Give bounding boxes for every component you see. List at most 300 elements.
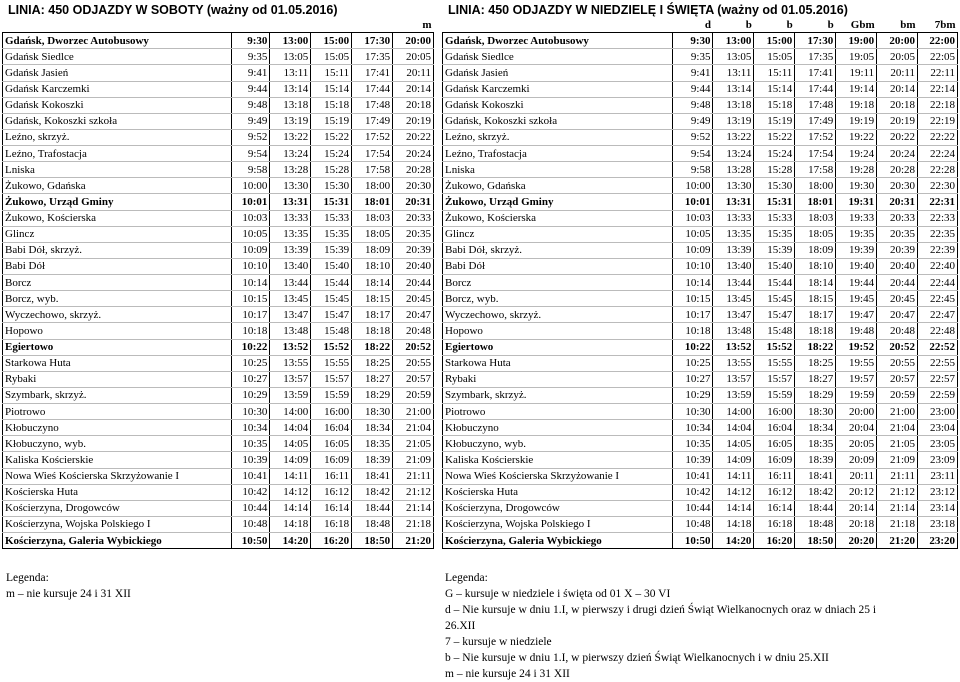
departure-time: 15:00 [311, 33, 352, 49]
column-mark: b [795, 17, 836, 33]
departure-time: 13:39 [270, 242, 311, 258]
departure-time: 9:58 [672, 162, 713, 178]
departure-time: 18:41 [352, 468, 393, 484]
departure-time: 13:19 [270, 113, 311, 129]
stop-name: Szymbark, skrzyż. [3, 387, 232, 403]
departure-time: 16:18 [754, 516, 795, 532]
table-row [3, 65, 434, 81]
table-row [443, 97, 958, 113]
departure-time: 22:59 [918, 387, 958, 403]
departure-time: 13:48 [270, 323, 311, 339]
departure-time: 14:18 [713, 516, 754, 532]
departure-time: 10:44 [672, 500, 713, 516]
departure-time: 13:59 [713, 387, 754, 403]
stop-name: Babi Dół [443, 258, 673, 274]
column-mark [232, 17, 270, 33]
departure-time: 10:35 [672, 436, 713, 452]
departure-time: 15:35 [311, 226, 352, 242]
table-row [3, 323, 434, 339]
departure-time: 13:18 [270, 97, 311, 113]
departure-time: 20:22 [877, 129, 918, 145]
departure-time: 15:19 [311, 113, 352, 129]
departure-time: 22:35 [918, 226, 958, 242]
departure-time: 15:30 [311, 178, 352, 194]
departure-time: 21:09 [877, 452, 918, 468]
departure-time: 20:05 [836, 436, 877, 452]
departure-time: 15:22 [754, 129, 795, 145]
departure-time: 18:25 [352, 355, 393, 371]
departure-time: 20:35 [877, 226, 918, 242]
stop-name: Borcz, wyb. [3, 291, 232, 307]
stop-name: Gdańsk Kokoszki [443, 97, 673, 113]
table-row [443, 81, 958, 97]
departure-time: 21:14 [393, 500, 434, 516]
departure-time: 13:40 [270, 258, 311, 274]
departure-time: 17:35 [795, 49, 836, 65]
column-mark: Gbm [836, 17, 877, 33]
departure-time: 10:01 [232, 194, 270, 210]
departure-time: 10:25 [672, 355, 713, 371]
stop-name: Kościerzyna, Drogowców [3, 500, 232, 516]
departure-time: 20:11 [836, 468, 877, 484]
departure-time: 18:18 [352, 323, 393, 339]
departure-time: 18:41 [795, 468, 836, 484]
departure-time: 13:33 [270, 210, 311, 226]
departure-time: 14:12 [713, 484, 754, 500]
table-row [443, 387, 958, 403]
table-row [443, 420, 958, 436]
departure-time: 18:35 [352, 436, 393, 452]
stop-name: Babi Dół [3, 258, 232, 274]
stop-name: Wyczechowo, skrzyż. [443, 307, 673, 323]
table-row [443, 162, 958, 178]
departure-time: 22:39 [918, 242, 958, 258]
departure-time: 10:39 [672, 452, 713, 468]
departure-time: 18:35 [795, 436, 836, 452]
table-row [443, 49, 958, 65]
departure-time: 22:14 [918, 81, 958, 97]
departure-time: 15:14 [311, 81, 352, 97]
stop-name: Rybaki [3, 371, 232, 387]
stop-name: Babi Dół, skrzyż. [443, 242, 673, 258]
departure-time: 13:31 [713, 194, 754, 210]
departure-time: 14:05 [270, 436, 311, 452]
departure-time: 22:24 [918, 146, 958, 162]
departure-time: 14:00 [270, 404, 311, 420]
departure-time: 20:47 [877, 307, 918, 323]
departure-time: 18:27 [795, 371, 836, 387]
departure-time: 15:48 [311, 323, 352, 339]
departure-time: 19:57 [836, 371, 877, 387]
departure-time: 20:18 [393, 97, 434, 113]
departure-time: 15:11 [311, 65, 352, 81]
sunday-timetable [442, 0, 958, 549]
departure-time: 18:03 [795, 210, 836, 226]
departure-time: 14:00 [713, 404, 754, 420]
departure-time: 13:05 [713, 49, 754, 65]
stop-name: Kościerzyna, Wojska Polskiego I [443, 516, 673, 532]
departure-time: 10:50 [672, 533, 713, 549]
departure-time: 10:35 [232, 436, 270, 452]
departure-time: 17:54 [795, 146, 836, 162]
departure-time: 10:05 [232, 226, 270, 242]
departure-time: 9:49 [672, 113, 713, 129]
departure-time: 22:31 [918, 194, 958, 210]
stop-name: Kościerska Huta [443, 484, 673, 500]
departure-time: 17:41 [795, 65, 836, 81]
departure-time: 16:09 [754, 452, 795, 468]
departure-time: 13:05 [270, 49, 311, 65]
departure-time: 18:18 [795, 323, 836, 339]
departure-time: 18:39 [352, 452, 393, 468]
stop-name: Kłobuczyno [443, 420, 673, 436]
header-spacer [443, 17, 673, 33]
departure-time: 14:18 [270, 516, 311, 532]
column-mark: b [754, 17, 795, 33]
departure-time: 13:57 [713, 371, 754, 387]
departure-time: 10:18 [232, 323, 270, 339]
departure-time: 15:48 [754, 323, 795, 339]
stop-name: Nowa Wieś Kościerska Skrzyżowanie I [443, 468, 673, 484]
departure-time: 22:00 [918, 33, 958, 49]
departure-time: 18:34 [795, 420, 836, 436]
departure-time: 10:34 [672, 420, 713, 436]
departure-time: 18:44 [352, 500, 393, 516]
departure-time: 10:34 [232, 420, 270, 436]
sunday-legend [445, 570, 895, 682]
departure-time: 15:45 [311, 291, 352, 307]
table-row [443, 33, 958, 49]
departure-time: 18:30 [352, 404, 393, 420]
departure-time: 15:05 [311, 49, 352, 65]
table-row [3, 194, 434, 210]
departure-time: 14:05 [713, 436, 754, 452]
departure-time: 10:42 [672, 484, 713, 500]
departure-time: 10:39 [232, 452, 270, 468]
table-row [443, 275, 958, 291]
table-row [3, 468, 434, 484]
departure-time: 15:18 [311, 97, 352, 113]
departure-time: 16:14 [311, 500, 352, 516]
table-row [3, 113, 434, 129]
departure-time: 9:49 [232, 113, 270, 129]
departure-time: 16:00 [754, 404, 795, 420]
column-mark: d [672, 17, 713, 33]
table-row [3, 226, 434, 242]
departure-time: 10:15 [232, 291, 270, 307]
departure-time: 10:27 [672, 371, 713, 387]
stop-name: Egiertowo [3, 339, 232, 355]
column-mark: bm [877, 17, 918, 33]
table-row [443, 516, 958, 532]
departure-time: 19:55 [836, 355, 877, 371]
departure-time: 10:09 [672, 242, 713, 258]
departure-time: 23:14 [918, 500, 958, 516]
stop-name: Wyczechowo, skrzyż. [3, 307, 232, 323]
table-row [3, 129, 434, 145]
stop-name: Kłobuczyno, wyb. [3, 436, 232, 452]
departure-time: 19:44 [836, 275, 877, 291]
departure-time: 22:18 [918, 97, 958, 113]
departure-time: 10:03 [232, 210, 270, 226]
departure-time: 17:49 [795, 113, 836, 129]
departure-time: 20:00 [877, 33, 918, 49]
departure-time: 15:24 [311, 146, 352, 162]
departure-time: 18:50 [795, 533, 836, 549]
departure-time: 17:30 [795, 33, 836, 49]
departure-time: 14:14 [270, 500, 311, 516]
departure-time: 19:48 [836, 323, 877, 339]
departure-time: 9:44 [232, 81, 270, 97]
departure-time: 10:48 [232, 516, 270, 532]
departure-time: 20:31 [393, 194, 434, 210]
departure-time: 18:05 [352, 226, 393, 242]
departure-time: 20:52 [393, 339, 434, 355]
departure-time: 13:45 [270, 291, 311, 307]
table-row [443, 533, 958, 549]
departure-time: 19:39 [836, 242, 877, 258]
departure-time: 19:24 [836, 146, 877, 162]
departure-time: 20:48 [393, 323, 434, 339]
departure-time: 20:52 [877, 339, 918, 355]
departure-time: 9:58 [232, 162, 270, 178]
departure-time: 10:18 [672, 323, 713, 339]
departure-time: 13:31 [270, 194, 311, 210]
departure-time: 15:40 [754, 258, 795, 274]
departure-time: 13:44 [270, 275, 311, 291]
departure-time: 10:00 [672, 178, 713, 194]
departure-time: 13:52 [713, 339, 754, 355]
table-row [3, 97, 434, 113]
departure-time: 13:33 [713, 210, 754, 226]
departure-time: 10:22 [232, 339, 270, 355]
departure-time: 18:00 [795, 178, 836, 194]
table-row [443, 129, 958, 145]
departure-time: 13:24 [270, 146, 311, 162]
departure-time: 21:11 [877, 468, 918, 484]
departure-time: 13:19 [713, 113, 754, 129]
stop-name: Lniska [3, 162, 232, 178]
departure-time: 10:41 [232, 468, 270, 484]
departure-time: 18:48 [795, 516, 836, 532]
departure-time: 10:00 [232, 178, 270, 194]
departure-time: 21:12 [877, 484, 918, 500]
departure-time: 10:30 [232, 404, 270, 420]
stop-name: Starkowa Huta [443, 355, 673, 371]
departure-time: 10:29 [672, 387, 713, 403]
departure-time: 16:20 [754, 533, 795, 549]
departure-time: 18:42 [795, 484, 836, 500]
departure-time: 20:33 [393, 210, 434, 226]
stop-name: Kłobuczyno, wyb. [443, 436, 673, 452]
departure-time: 22:45 [918, 291, 958, 307]
departure-time: 14:09 [713, 452, 754, 468]
departure-time: 21:20 [877, 533, 918, 549]
departure-time: 20:57 [393, 371, 434, 387]
departure-time: 15:35 [754, 226, 795, 242]
table-row [3, 33, 434, 49]
stop-name: Gdańsk Siedlce [443, 49, 673, 65]
stop-name: Borcz [3, 275, 232, 291]
departure-time: 9:30 [672, 33, 713, 49]
departure-time: 15:11 [754, 65, 795, 81]
stop-name: Gdańsk, Kokoszki szkoła [3, 113, 232, 129]
departure-time: 10:05 [672, 226, 713, 242]
legend-item: G – kursuje w niedziele i święta od 01 X – 30 VI [445, 588, 671, 600]
departure-time: 17:49 [352, 113, 393, 129]
departure-time: 20:20 [836, 533, 877, 549]
departure-time: 19:47 [836, 307, 877, 323]
departure-time: 18:05 [795, 226, 836, 242]
table-row [3, 242, 434, 258]
column-mark [352, 17, 393, 33]
departure-time: 13:47 [713, 307, 754, 323]
table-row [3, 162, 434, 178]
stop-name: Gdańsk, Dworzec Autobusowy [3, 33, 232, 49]
departure-time: 22:22 [918, 129, 958, 145]
departure-time: 21:20 [393, 533, 434, 549]
table-row [443, 339, 958, 355]
table-row [3, 452, 434, 468]
departure-time: 13:55 [270, 355, 311, 371]
departure-time: 9:52 [672, 129, 713, 145]
stop-name: Gdańsk Karczemki [3, 81, 232, 97]
departure-time: 18:03 [352, 210, 393, 226]
departure-time: 14:14 [713, 500, 754, 516]
departure-time: 15:52 [311, 339, 352, 355]
departure-time: 22:52 [918, 339, 958, 355]
departure-time: 19:52 [836, 339, 877, 355]
departure-time: 15:28 [311, 162, 352, 178]
departure-time: 18:27 [352, 371, 393, 387]
departure-time: 15:33 [311, 210, 352, 226]
departure-time: 22:40 [918, 258, 958, 274]
saturday-timetable [2, 0, 434, 549]
table-row [3, 420, 434, 436]
departure-time: 21:04 [877, 420, 918, 436]
departure-time: 20:57 [877, 371, 918, 387]
stop-name: Kłobuczyno [3, 420, 232, 436]
departure-time: 20:39 [877, 242, 918, 258]
departure-time: 18:25 [795, 355, 836, 371]
table-row [3, 533, 434, 549]
departure-time: 20:11 [877, 65, 918, 81]
departure-time: 13:47 [270, 307, 311, 323]
departure-time: 10:17 [232, 307, 270, 323]
departure-time: 18:01 [352, 194, 393, 210]
stop-name: Glincz [3, 226, 232, 242]
departure-time: 22:19 [918, 113, 958, 129]
column-marks-row [443, 17, 958, 33]
departure-time: 20:14 [836, 500, 877, 516]
departure-time: 15:44 [754, 275, 795, 291]
departure-time: 15:57 [754, 371, 795, 387]
departure-time: 21:05 [877, 436, 918, 452]
stop-name: Piotrowo [3, 404, 232, 420]
departure-time: 20:40 [393, 258, 434, 274]
departure-time: 18:39 [795, 452, 836, 468]
stop-name: Kościerzyna, Galeria Wybickiego [443, 533, 673, 549]
departure-time: 10:10 [232, 258, 270, 274]
departure-time: 15:55 [311, 355, 352, 371]
departure-time: 15:39 [311, 242, 352, 258]
departure-time: 22:47 [918, 307, 958, 323]
departure-time: 18:17 [352, 307, 393, 323]
column-mark: 7bm [918, 17, 958, 33]
departure-time: 17:54 [352, 146, 393, 162]
departure-time: 22:55 [918, 355, 958, 371]
column-marks-row [3, 17, 434, 33]
table-row [3, 178, 434, 194]
departure-time: 16:11 [311, 468, 352, 484]
table-row [3, 307, 434, 323]
departure-time: 10:01 [672, 194, 713, 210]
departure-time: 15:40 [311, 258, 352, 274]
departure-time: 10:14 [232, 275, 270, 291]
stop-name: Starkowa Huta [3, 355, 232, 371]
departure-time: 18:15 [352, 291, 393, 307]
departure-time: 20:45 [393, 291, 434, 307]
departure-time: 14:20 [713, 533, 754, 549]
departure-time: 15:31 [311, 194, 352, 210]
departure-time: 9:30 [232, 33, 270, 49]
departure-time: 21:18 [877, 516, 918, 532]
table-row [443, 226, 958, 242]
departure-time: 16:11 [754, 468, 795, 484]
departure-time: 17:52 [795, 129, 836, 145]
departure-time: 13:14 [270, 81, 311, 97]
departure-time: 20:44 [877, 275, 918, 291]
stop-name: Kościerzyna, Drogowców [443, 500, 673, 516]
departure-time: 20:47 [393, 307, 434, 323]
departure-time: 15:47 [754, 307, 795, 323]
departure-time: 23:09 [918, 452, 958, 468]
table-row [443, 452, 958, 468]
departure-time: 20:35 [393, 226, 434, 242]
departure-time: 20:30 [393, 178, 434, 194]
departure-time: 22:48 [918, 323, 958, 339]
departure-time: 15:59 [311, 387, 352, 403]
departure-time: 13:30 [713, 178, 754, 194]
departure-time: 16:12 [754, 484, 795, 500]
departure-time: 17:35 [352, 49, 393, 65]
stop-name: Gdańsk Siedlce [3, 49, 232, 65]
departure-time: 9:41 [672, 65, 713, 81]
departure-time: 16:09 [311, 452, 352, 468]
legend-item: d – Nie kursuje w dniu 1.I, w pierwszy i drugi dzień Świąt Wielkanocnych oraz w dniach 25 i 26.XII [445, 604, 877, 632]
departure-time: 17:48 [352, 97, 393, 113]
stop-name: Rybaki [443, 371, 673, 387]
column-mark [270, 17, 311, 33]
departure-time: 20:59 [393, 387, 434, 403]
departure-time: 18:44 [795, 500, 836, 516]
departure-time: 18:10 [352, 258, 393, 274]
table-row [443, 194, 958, 210]
departure-time: 20:33 [877, 210, 918, 226]
departure-time: 10:25 [232, 355, 270, 371]
departure-time: 20:22 [393, 129, 434, 145]
departure-time: 9:48 [232, 97, 270, 113]
departure-time: 23:00 [918, 404, 958, 420]
saturday-title: LINIA: 450 ODJAZDY W SOBOTY (ważny od 01.05.2016) [8, 3, 338, 17]
departure-time: 9:35 [672, 49, 713, 65]
departure-time: 9:35 [232, 49, 270, 65]
departure-time: 16:04 [311, 420, 352, 436]
stop-name: Żukowo, Gdańska [3, 178, 232, 194]
departure-time: 10:22 [672, 339, 713, 355]
departure-time: 17:58 [352, 162, 393, 178]
stop-name: Nowa Wieś Kościerska Skrzyżowanie I [3, 468, 232, 484]
